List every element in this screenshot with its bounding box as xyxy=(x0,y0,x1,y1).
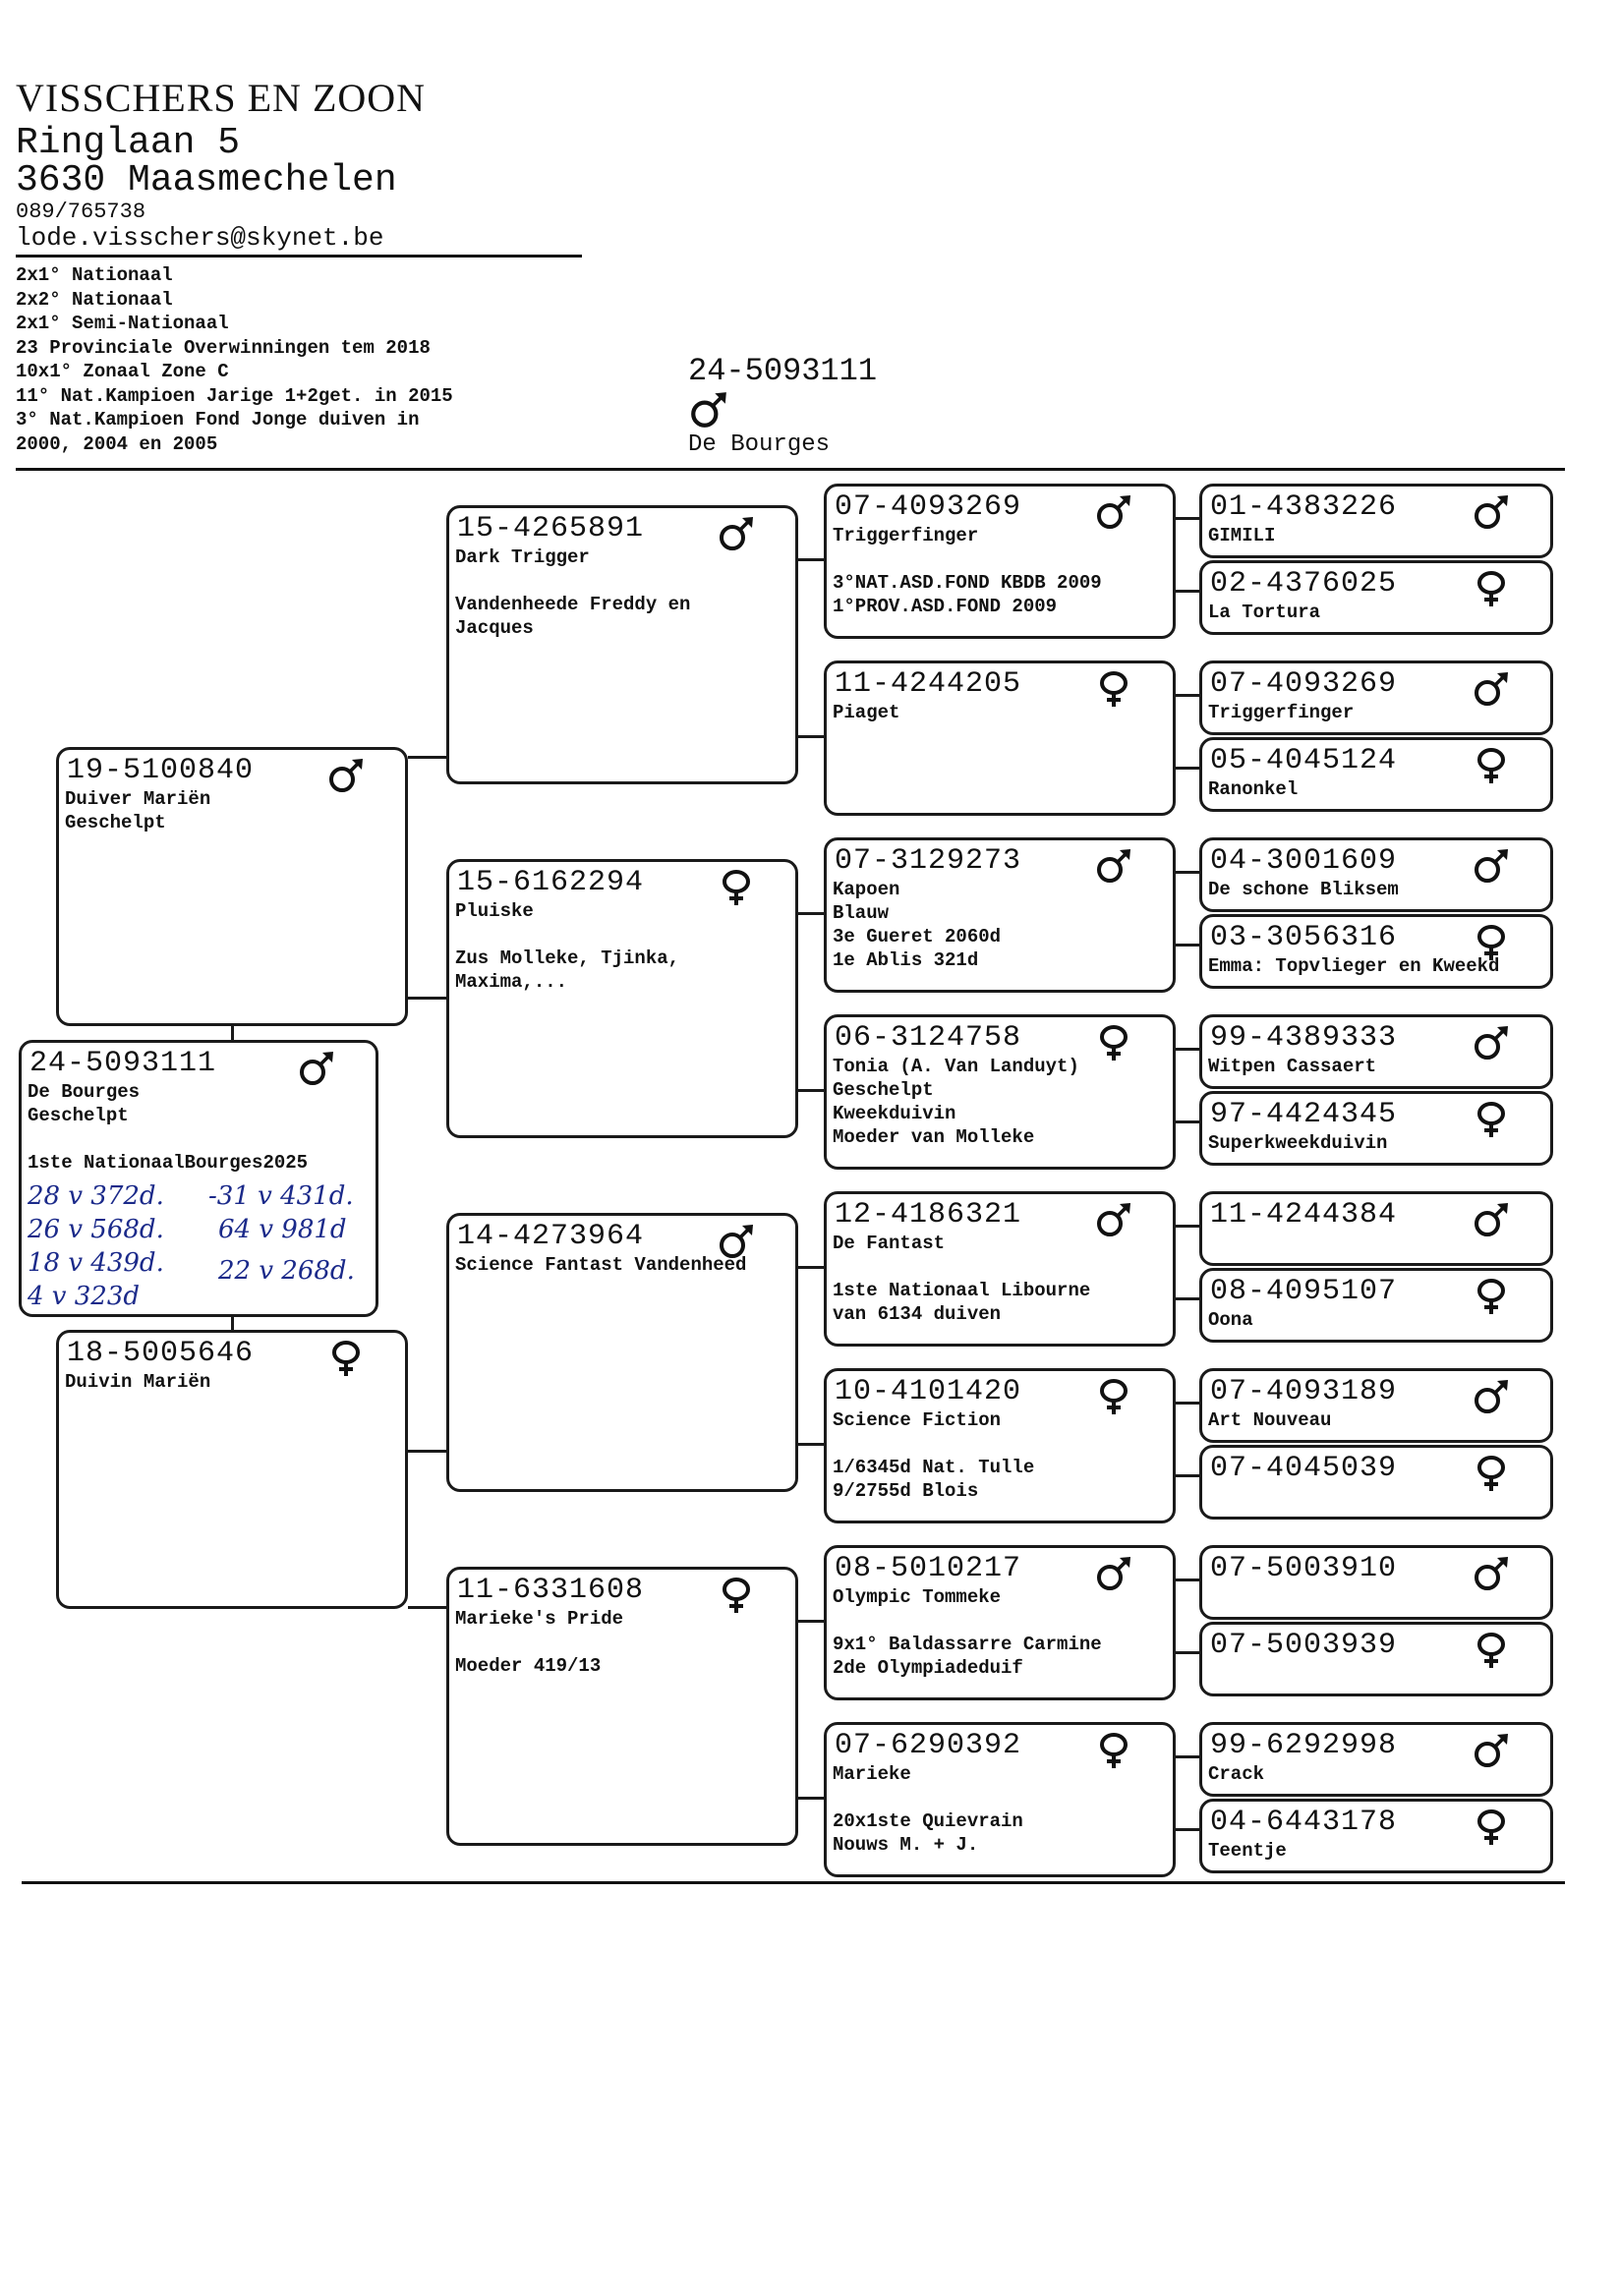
great-great-grandparent-box xyxy=(1199,484,1553,558)
pigeon-details xyxy=(1208,777,1298,801)
achievement-line: 2x2° Nationaal xyxy=(16,288,173,311)
connector-line xyxy=(408,756,447,759)
bottom-divider xyxy=(22,1881,1565,1884)
achievement-line: 2x1° Nationaal xyxy=(16,264,173,286)
great-great-grandparent-box xyxy=(1199,1445,1553,1520)
connector-line xyxy=(231,1315,234,1331)
ring-number: 11-4244205 xyxy=(835,667,1022,701)
great-great-grandparent-box xyxy=(1199,1722,1553,1797)
great-grandparent-box xyxy=(824,837,1176,993)
connector-line xyxy=(408,1450,447,1453)
great-great-grandparent-box xyxy=(1199,837,1553,912)
male-symbol-icon xyxy=(1472,669,1511,709)
connector-line xyxy=(1176,694,1199,697)
pigeon-details xyxy=(833,524,1102,618)
detail-line: Teentje xyxy=(1208,1840,1287,1862)
detail-line: Nouws M. + J. xyxy=(833,1834,979,1856)
detail-line: Witpen Cassaert xyxy=(1208,1056,1377,1077)
detail-line: Crack xyxy=(1208,1763,1265,1785)
detail-line: Kweekduivin xyxy=(833,1103,956,1124)
pigeon-details xyxy=(833,701,899,724)
great-great-grandparent-box xyxy=(1199,1268,1553,1343)
ring-number: 08-4095107 xyxy=(1210,1275,1398,1308)
pigeon-details xyxy=(65,787,210,834)
great-great-grandparent-box xyxy=(1199,1014,1553,1089)
pigeon-details xyxy=(455,1607,623,1678)
ring-number: 07-4093269 xyxy=(835,490,1022,524)
female-symbol-icon xyxy=(1472,569,1511,608)
female-symbol-icon xyxy=(717,868,756,907)
loft-email: lode.visschers@skynet.be xyxy=(16,223,384,253)
detail-line: Jacques xyxy=(455,617,534,639)
handwritten-result: 22 v 268d. xyxy=(218,1256,355,1286)
pigeon-details xyxy=(1208,1131,1387,1155)
female-symbol-icon xyxy=(1472,1454,1511,1493)
male-symbol-icon xyxy=(1472,492,1511,532)
detail-line: Superkweekduivin xyxy=(1208,1132,1388,1154)
ring-number: 07-6290392 xyxy=(835,1729,1022,1762)
ring-number: 15-6162294 xyxy=(457,866,645,899)
detail-line xyxy=(833,1786,1023,1809)
detail-line: Tonia (A. Van Landuyt) xyxy=(833,1056,1079,1077)
ring-number: 07-4093269 xyxy=(1210,667,1398,701)
connector-line xyxy=(798,1266,824,1269)
ring-number: 24-5093111 xyxy=(29,1047,217,1080)
ring-number: 11-6331608 xyxy=(457,1574,645,1607)
detail-line xyxy=(833,1432,1034,1456)
detail-line: De Bourges xyxy=(28,1081,141,1103)
male-symbol-icon xyxy=(1094,1200,1133,1239)
detail-line: Vandenheede Freddy en xyxy=(455,594,691,615)
male-symbol-icon xyxy=(1472,1731,1511,1770)
detail-line: Piaget xyxy=(833,702,900,723)
male-symbol-icon xyxy=(1472,1554,1511,1593)
connector-line xyxy=(798,1620,824,1623)
pigeon-details xyxy=(833,1585,1102,1680)
great-grandparent-box xyxy=(824,1722,1176,1877)
connector-line xyxy=(1176,767,1199,770)
detail-line: 2de Olympiadeduif xyxy=(833,1657,1023,1679)
detail-line: 1°PROV.ASD.FOND 2009 xyxy=(833,596,1058,617)
pigeon-details xyxy=(1208,1055,1376,1078)
connector-line xyxy=(798,735,824,738)
achievement-line: 3° Nat.Kampioen Fond Jonge duiven in xyxy=(16,409,420,430)
detail-line: De schone Bliksem xyxy=(1208,879,1399,900)
great-great-grandparent-box xyxy=(1199,1191,1553,1266)
header-divider xyxy=(16,255,582,258)
detail-line: Olympic Tommeke xyxy=(833,1586,1002,1608)
connector-line xyxy=(408,997,447,1000)
detail-line: Maxima,... xyxy=(455,971,568,993)
detail-line: Pluiske xyxy=(455,900,534,922)
pigeon-details xyxy=(833,1762,1023,1857)
ring-number: 05-4045124 xyxy=(1210,744,1398,777)
handwritten-result: -31 v 431d. xyxy=(208,1181,354,1211)
connector-line xyxy=(798,1797,824,1800)
male-symbol-icon xyxy=(1094,846,1133,886)
detail-line: Moeder van Molleke xyxy=(833,1126,1035,1148)
pigeon-details xyxy=(1208,701,1354,724)
female-symbol-icon xyxy=(1094,1377,1133,1416)
connector-line xyxy=(798,1443,824,1446)
pigeon-details xyxy=(833,1055,1079,1149)
ring-number: 07-4093189 xyxy=(1210,1375,1398,1408)
achievement-line: 23 Provinciale Overwinningen tem 2018 xyxy=(16,336,431,359)
detail-line xyxy=(455,569,690,593)
top-divider xyxy=(16,468,1565,471)
detail-line: Duiver Mariën xyxy=(65,788,211,810)
handwritten-result: 4 v 323d xyxy=(28,1282,141,1311)
detail-line: De Fantast xyxy=(833,1233,946,1254)
pigeon-details xyxy=(1208,1762,1264,1786)
connector-line xyxy=(1176,1048,1199,1051)
ring-number: 04-3001609 xyxy=(1210,844,1398,878)
pigeon-details xyxy=(833,1232,1090,1326)
great-great-grandparent-box xyxy=(1199,560,1553,635)
loft-city: 3630 Maasmechelen xyxy=(16,159,397,201)
handwritten-result: 28 v 372d. xyxy=(28,1181,164,1211)
detail-line: Oona xyxy=(1208,1309,1253,1331)
great-grandparent-box xyxy=(824,1368,1176,1523)
detail-line xyxy=(833,1255,1090,1279)
ring-number: 02-4376025 xyxy=(1210,567,1398,601)
detail-line: Geschelpt xyxy=(833,1079,934,1101)
great-great-grandparent-box xyxy=(1199,1091,1553,1166)
female-symbol-icon xyxy=(1094,1731,1133,1770)
detail-line: 9/2755d Blois xyxy=(833,1480,979,1502)
grandparent-box xyxy=(446,1567,798,1846)
loft-phone: 089/765738 xyxy=(16,200,146,224)
male-symbol-icon xyxy=(326,756,366,795)
detail-line: Duivin Mariën xyxy=(65,1371,211,1393)
ring-number: 07-5003939 xyxy=(1210,1629,1398,1662)
connector-line xyxy=(798,912,824,915)
female-symbol-icon xyxy=(1094,1023,1133,1062)
great-grandparent-box xyxy=(824,660,1176,816)
detail-line: 1e Ablis 321d xyxy=(833,949,979,971)
great-great-grandparent-box xyxy=(1199,660,1553,735)
detail-line: 3°NAT.ASD.FOND KBDB 2009 xyxy=(833,572,1102,594)
detail-line: Marieke's Pride xyxy=(455,1608,624,1630)
pigeon-details xyxy=(1208,601,1320,624)
detail-line: GIMILI xyxy=(1208,525,1276,546)
ring-number: 10-4101420 xyxy=(835,1375,1022,1408)
ring-number: 08-5010217 xyxy=(835,1552,1022,1585)
detail-line xyxy=(28,1127,308,1151)
great-great-grandparent-box xyxy=(1199,914,1553,989)
dam-box xyxy=(56,1330,408,1609)
handwritten-result: 64 v 981d xyxy=(218,1215,347,1244)
ring-number: 07-5003910 xyxy=(1210,1552,1398,1585)
detail-line xyxy=(833,547,1102,571)
connector-line xyxy=(1176,1474,1199,1477)
ring-number: 03-3056316 xyxy=(1210,921,1398,954)
female-symbol-icon xyxy=(1094,669,1133,709)
connector-line xyxy=(798,1089,824,1092)
great-great-grandparent-box xyxy=(1199,1799,1553,1873)
pigeon-details xyxy=(1208,1408,1331,1432)
pigeon-details xyxy=(28,1080,308,1175)
female-symbol-icon xyxy=(717,1576,756,1615)
connector-line xyxy=(1176,1651,1199,1654)
connector-line xyxy=(1176,1297,1199,1300)
achievement-line: 10x1° Zonaal Zone C xyxy=(16,361,229,382)
detail-line: Kapoen xyxy=(833,879,900,900)
connector-line xyxy=(1176,1120,1199,1123)
detail-line xyxy=(455,1631,623,1654)
connector-line xyxy=(1176,1225,1199,1228)
detail-line: La Tortura xyxy=(1208,602,1321,623)
detail-line: Emma: Topvlieger en Kweekd xyxy=(1208,955,1500,977)
connector-line xyxy=(1176,517,1199,520)
male-symbol-icon xyxy=(1472,1377,1511,1416)
female-symbol-icon xyxy=(326,1339,366,1378)
ring-number: 04-6443178 xyxy=(1210,1806,1398,1839)
male-symbol-icon xyxy=(1472,1200,1511,1239)
connector-line xyxy=(1176,590,1199,593)
ring-number: 01-4383226 xyxy=(1210,490,1398,524)
connector-line xyxy=(408,1606,447,1609)
ring-number: 14-4273964 xyxy=(457,1220,645,1253)
detail-line: 20x1ste Quievrain xyxy=(833,1810,1023,1832)
handwritten-result: 26 v 568d. xyxy=(28,1215,164,1244)
detail-line: Triggerfinger xyxy=(1208,702,1355,723)
pigeon-details xyxy=(1208,954,1499,978)
detail-line: Dark Trigger xyxy=(455,546,590,568)
detail-line xyxy=(455,923,679,947)
connector-line xyxy=(1176,1828,1199,1831)
male-symbol-icon xyxy=(717,514,756,553)
ring-number: 19-5100840 xyxy=(67,754,255,787)
pigeon-details xyxy=(455,899,679,994)
connector-line xyxy=(231,1026,234,1042)
pigeon-details xyxy=(1208,524,1275,547)
great-grandparent-box xyxy=(824,1191,1176,1347)
connector-line xyxy=(1176,1402,1199,1405)
grandparent-box xyxy=(446,1213,798,1492)
connector-line xyxy=(1176,1755,1199,1758)
ring-number: 99-6292998 xyxy=(1210,1729,1398,1762)
detail-line: Marieke xyxy=(833,1763,911,1785)
pigeon-details xyxy=(1208,878,1399,901)
achievements-list xyxy=(16,263,453,456)
ring-number: 15-4265891 xyxy=(457,512,645,545)
loft-name: VISSCHERS EN ZOON xyxy=(16,76,427,120)
male-symbol-icon xyxy=(688,389,729,430)
grandparent-box xyxy=(446,859,798,1138)
great-grandparent-box xyxy=(824,484,1176,639)
ring-number: 07-4045039 xyxy=(1210,1452,1398,1485)
pigeon-details xyxy=(455,545,690,640)
detail-line: 3e Gueret 2060d xyxy=(833,926,1002,947)
pigeon-details xyxy=(1208,1839,1287,1863)
ring-number: 12-4186321 xyxy=(835,1198,1022,1232)
pigeon-details xyxy=(455,1253,746,1277)
detail-line: 9x1° Baldassarre Carmine xyxy=(833,1634,1102,1655)
ring-number: 06-3124758 xyxy=(835,1021,1022,1055)
great-great-grandparent-box xyxy=(1199,1545,1553,1620)
detail-line: 1/6345d Nat. Tulle xyxy=(833,1457,1035,1478)
connector-line xyxy=(1176,944,1199,947)
detail-line: 1ste Nationaal Libourne xyxy=(833,1280,1091,1301)
loft-street: Ringlaan 5 xyxy=(16,122,241,164)
male-symbol-icon xyxy=(1472,1023,1511,1062)
detail-line: van 6134 duiven xyxy=(833,1303,1002,1325)
connector-line xyxy=(1176,871,1199,874)
female-symbol-icon xyxy=(1472,1277,1511,1316)
ring-number: 99-4389333 xyxy=(1210,1021,1398,1055)
pigeon-details xyxy=(65,1370,210,1394)
female-symbol-icon xyxy=(1472,1100,1511,1139)
great-great-grandparent-box xyxy=(1199,1622,1553,1696)
sire-box xyxy=(56,747,408,1026)
ring-number: 97-4424345 xyxy=(1210,1098,1398,1131)
grandparent-box xyxy=(446,505,798,784)
achievement-line: 2000, 2004 en 2005 xyxy=(16,432,218,455)
ring-number: 11-4244384 xyxy=(1210,1198,1398,1232)
handwritten-result: 18 v 439d. xyxy=(28,1248,164,1278)
great-great-grandparent-box xyxy=(1199,1368,1553,1443)
pigeon-details xyxy=(1208,1308,1253,1332)
subject-box xyxy=(19,1040,378,1317)
detail-line: Geschelpt xyxy=(28,1105,129,1126)
detail-line: Science Fantast Vandenheed xyxy=(455,1254,747,1276)
great-grandparent-box xyxy=(824,1545,1176,1700)
detail-line: Zus Molleke, Tjinka, xyxy=(455,947,680,969)
ring-number: 07-3129273 xyxy=(835,844,1022,878)
detail-line: Science Fiction xyxy=(833,1409,1002,1431)
pigeon-details xyxy=(833,878,1001,972)
subject-name: De Bourges xyxy=(688,431,831,458)
achievement-line: 2x1° Semi-Nationaal xyxy=(16,313,229,334)
detail-line: Art Nouveau xyxy=(1208,1409,1332,1431)
detail-line: Geschelpt xyxy=(65,812,166,833)
detail-line: Triggerfinger xyxy=(833,525,979,546)
detail-line: Moeder 419/13 xyxy=(455,1655,602,1677)
female-symbol-icon xyxy=(1472,1631,1511,1670)
great-great-grandparent-box xyxy=(1199,737,1553,812)
ring-number: 18-5005646 xyxy=(67,1337,255,1370)
detail-line: Ranonkel xyxy=(1208,778,1299,800)
achievement-line: 11° Nat.Kampioen Jarige 1+2get. in 2015 xyxy=(16,384,453,407)
female-symbol-icon xyxy=(1472,746,1511,785)
male-symbol-icon xyxy=(1472,846,1511,886)
female-symbol-icon xyxy=(1472,1808,1511,1847)
great-grandparent-box xyxy=(824,1014,1176,1170)
connector-line xyxy=(798,558,824,561)
detail-line: 1ste NationaalBourges2025 xyxy=(28,1152,309,1174)
detail-line xyxy=(833,1609,1102,1633)
subject-ring-number: 24-5093111 xyxy=(688,353,878,389)
detail-line: Blauw xyxy=(833,902,890,924)
connector-line xyxy=(1176,1578,1199,1581)
pigeon-details xyxy=(833,1408,1034,1503)
